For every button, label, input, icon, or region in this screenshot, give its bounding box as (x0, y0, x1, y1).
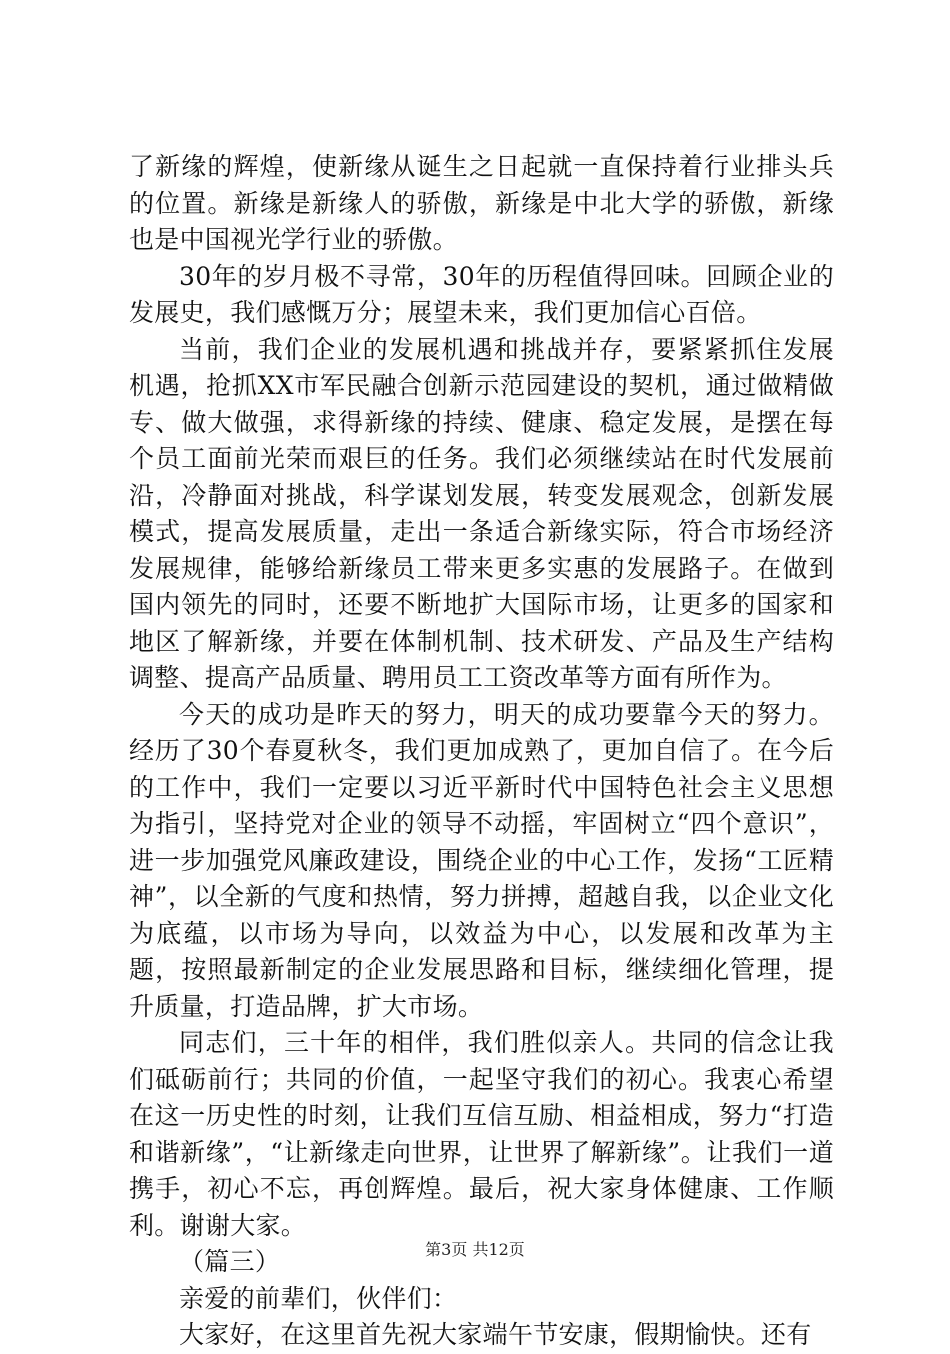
section-heading: （篇三） (179, 1247, 281, 1276)
paragraph-3: 当前，我们企业的发展机遇和挑战并存，要紧紧抓住发展机遇，抢抓XX市军民融合创新示范园建设的契机，通过做精做专、做大做强，求得新缘的持续、健康、稳定发展，是摆在每个员工面前光荣而艰巨的任务。我们必须继续站在时代发展前沿，冷静面对挑战，科学谋划发展，转变发展观念，创新发展模式，提高发展质量，走出一条适合新缘实际，符合市场经济发展规律，能够给新缘员工带来更多实惠的发展路子。在做到国内领先的同时，还要不断地扩大国际市场，让更多的国家和地区了解新缘，并要在体制机制、技术研发、产品及生产结构调整、提高产品质量、聘用员工工资改革等方面有所作为。 (129, 334, 834, 692)
paragraph-4: 今天的成功是昨天的努力，明天的成功要靠今天的努力。经历了30个春夏秋冬，我们更加成熟了，更加自信了。在今后的工作中，我们一定要以习近平新时代中国特色社会主义思想为指引，坚持党对企业的领导不动摇，牢固树立“四个意识”，进一步加强党风廉政建设，围绕企业的中心工作，发扬“工匠精神”，以全新的气度和热情，努力拼搏，超越自我，以企业文化为底蕴，以市场为导向，以效益为中心，以发展和改革为主题，按照最新制定的企业发展思路和目标，继续细化管理，提升质量，打造品牌，扩大市场。 (129, 699, 834, 1021)
paragraph-5: 同志们，三十年的相伴，我们胜似亲人。共同的信念让我们砥砺前行；共同的价值，一起坚守我们的初心。我衷心希望在这一历史性的时刻，让我们互信互励、相益相成，努力“打造和谐新缘”，“让新缘走向世界，让世界了解新缘”。让我们一道携手，初心不忘，再创辉煌。最后，祝大家身体健康、工作顺利。谢谢大家。 (129, 1028, 834, 1240)
paragraph-2: 30年的岁月极不寻常，30年的历程值得回味。回顾企业的发展史，我们感慨万分；展望未来，我们更加信心百倍。 (129, 261, 834, 327)
page-number-footer: 第3页 共12页 (425, 1240, 525, 1259)
body-text (129, 149, 834, 1354)
paragraph-1: 了新缘的辉煌，使新缘从诞生之日起就一直保持着行业排头兵的位置。新缘是新缘人的骄傲，新缘是中北大学的骄傲，新缘也是中国视光学行业的骄傲。 (129, 152, 834, 254)
salutation: 亲爱的前辈们，伙伴们： (179, 1283, 458, 1313)
paragraph-8: 大家好，在这里首先祝大家端午节安康，假期愉快。还有 (179, 1320, 812, 1349)
